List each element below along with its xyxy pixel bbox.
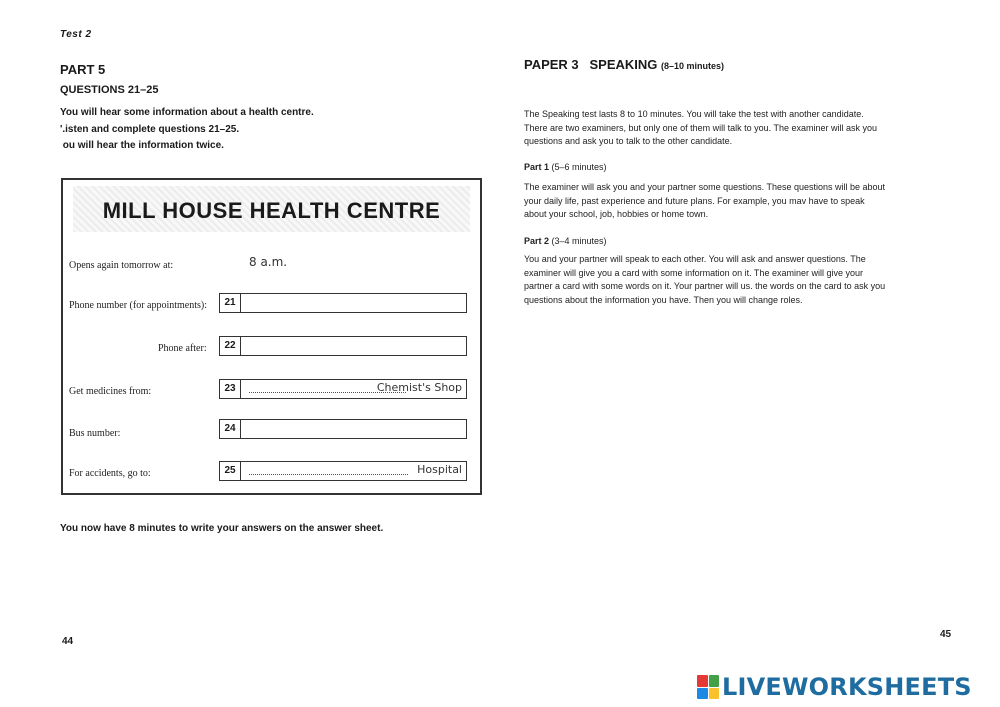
part2-heading xyxy=(524,236,607,246)
form-title: MILL HOUSE HEALTH CENTRE xyxy=(102,198,441,223)
label-accidents: For accidents, go to: xyxy=(69,468,151,479)
brand-name: LIVEWORKSHEETS xyxy=(722,673,972,701)
question-number-22: 22 xyxy=(219,336,241,356)
running-head: Test 2 xyxy=(60,29,92,40)
dotted-line xyxy=(249,474,408,475)
part2-duration: (3–4 minutes) xyxy=(551,236,607,246)
question-number-23: 23 xyxy=(219,379,241,399)
form-title-band xyxy=(73,186,470,232)
intro-paragraph: The Speaking test lasts 8 to 10 minutes. You will take the test with another candidate. There are two examiners, but only one of them will talk to you. The examiner will ask you questions and ask you to talk to the other candidate. xyxy=(524,109,877,146)
answer-23-text: Chemist's Shop xyxy=(376,381,462,394)
brand-icon-cell xyxy=(709,675,720,687)
brand-icon-cell xyxy=(697,675,708,687)
answer-field-21[interactable] xyxy=(241,293,467,313)
answer-field-22[interactable] xyxy=(241,336,467,356)
question-number-25: 25 xyxy=(219,461,241,481)
health-centre-form xyxy=(61,178,482,495)
page-number-right: 45 xyxy=(940,629,952,640)
question-number-24: 24 xyxy=(219,419,241,439)
answer-opens: 8 a.m. xyxy=(249,255,288,269)
questions-title: QUESTIONS 21–25 xyxy=(60,84,159,96)
footer-note: You now have 8 minutes to write your answers on the answer sheet. xyxy=(60,523,384,534)
brand-icon-cell xyxy=(697,688,708,700)
part2-title: Part 2 xyxy=(524,236,550,246)
label-phone-after: Phone after: xyxy=(158,343,207,354)
answer-field-24[interactable] xyxy=(241,419,467,439)
question-number-21: 21 xyxy=(219,293,241,313)
instruction-line-3: ou will hear the information twice. xyxy=(60,140,224,151)
part2-paragraph: You and your partner will speak to each other. You will ask and answer questions. The examiner will give you a card with some information on it. The examiner will give your partner a card with some words on it. Your partner will us. the words on the card to ask you questions about the information you have. Then you will change roles. xyxy=(524,254,886,305)
part1-title: Part 1 xyxy=(524,162,550,172)
label-opens: Opens again tomorrow at: xyxy=(69,260,174,271)
answer-field-25[interactable] xyxy=(241,461,467,481)
paper-duration: (8–10 minutes) xyxy=(661,61,725,71)
answer-25-text: Hospital xyxy=(417,463,462,476)
paper-title xyxy=(524,57,724,72)
liveworksheets-logo xyxy=(697,673,972,701)
answer-field-23[interactable] xyxy=(241,379,467,399)
part1-paragraph: The examiner will ask you and your partner some questions. These questions will be about your daily life, past experience and future plans. For example, you mav have to speak about your school, job, hobbies or home town. xyxy=(524,182,886,219)
part1-duration: (5–6 minutes) xyxy=(551,162,607,172)
brand-icon xyxy=(697,675,719,699)
instruction-line-2: '.isten and complete questions 21–25. xyxy=(60,124,240,135)
label-medicines: Get medicines from: xyxy=(69,386,152,397)
part1-heading xyxy=(524,162,607,172)
page-number-left: 44 xyxy=(62,636,74,647)
label-phone-number: Phone number (for appointments): xyxy=(69,300,208,311)
label-bus-number: Bus number: xyxy=(69,428,121,439)
paper-title-text: PAPER 3 SPEAKING xyxy=(524,57,658,72)
brand-icon-cell xyxy=(709,688,720,700)
part-title: PART 5 xyxy=(60,62,106,77)
instruction-line-1: You will hear some information about a health centre. xyxy=(60,107,314,118)
